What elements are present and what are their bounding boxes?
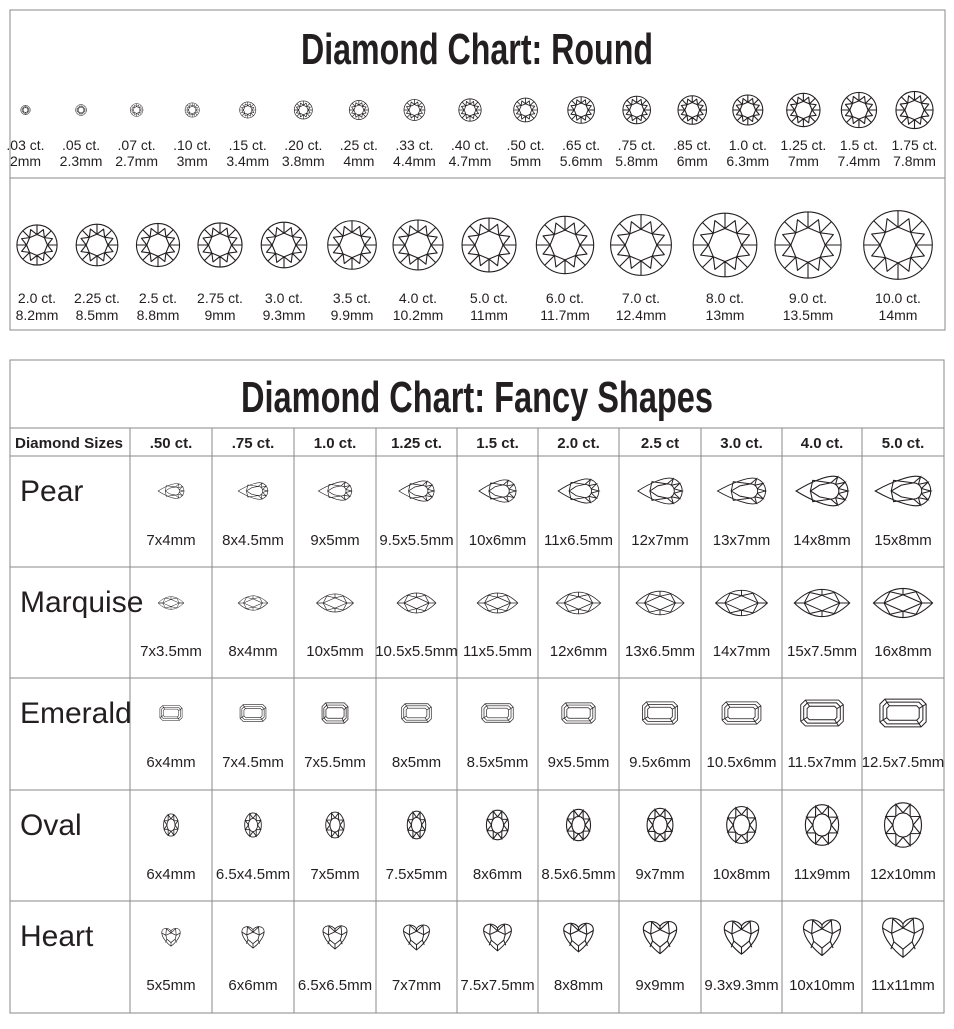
- fancy-grid: [10, 360, 944, 1013]
- dimension-label: 7.5x5mm: [385, 866, 448, 883]
- round-carat-label: 6.0 ct.: [545, 290, 585, 306]
- dimension-label: 7x5mm: [310, 866, 360, 883]
- round-diamond-icon: [17, 225, 57, 265]
- dimension-label: 9.5x5.5mm: [379, 532, 454, 549]
- round-carat-label: .65 ct.: [562, 137, 601, 153]
- heart-diamond-icon: [803, 920, 840, 956]
- dimension-label: 10x5mm: [306, 643, 364, 660]
- round-carat-label: .40 ct.: [450, 137, 490, 153]
- shape-row-pear: [20, 475, 932, 549]
- round-carat-label: 7.0 ct.: [621, 290, 661, 306]
- round-diamond-icon: [733, 95, 763, 125]
- round-diamond-icon: [787, 93, 820, 126]
- dimension-label: 8x4mm: [228, 643, 278, 660]
- round-mm-label: 3mm: [176, 153, 208, 169]
- dimension-label: 8x5mm: [391, 754, 442, 771]
- oval-diamond-icon: [647, 808, 673, 841]
- shape-row-heart: [20, 918, 935, 994]
- round-mm-label: 5mm: [510, 153, 542, 169]
- shape-name-label: Pear: [20, 475, 84, 508]
- round-diamond-icon: [462, 218, 516, 272]
- pear-diamond-icon: [638, 478, 682, 504]
- round-mm-label: 3.8mm: [281, 153, 325, 169]
- round-diamond-icon: [841, 92, 876, 127]
- round-carat-label: 2.0 ct.: [17, 290, 57, 306]
- round-diamond-icon: [261, 222, 307, 268]
- round-carat-label: 9.0 ct.: [788, 290, 828, 306]
- round-carat-label: .25 ct.: [339, 137, 378, 153]
- dimension-label: 9x5.5mm: [547, 754, 610, 771]
- dimension-label: 7x4mm: [146, 532, 196, 549]
- dimension-label: 14x7mm: [712, 643, 771, 660]
- heart-diamond-icon: [162, 928, 181, 946]
- oval-diamond-icon: [566, 809, 590, 840]
- emerald-diamond-icon: [482, 704, 513, 723]
- size-header-row: [150, 435, 925, 452]
- shape-name-label: Marquise: [20, 586, 144, 619]
- dimension-label: 14x8mm: [793, 532, 851, 549]
- fancy-chart-title: Diamond Chart: Fancy Shapes: [241, 373, 713, 422]
- round-mm-label: 4mm: [343, 153, 375, 169]
- oval-diamond-icon: [885, 803, 922, 847]
- emerald-diamond-icon: [722, 702, 761, 724]
- round-mm-label: 4.4mm: [393, 153, 436, 169]
- round-mm-label: 9mm: [204, 307, 236, 323]
- marquise-diamond-icon: [556, 592, 600, 614]
- dimension-label: 11x6.5mm: [544, 532, 613, 549]
- round-diamond-icon: [136, 223, 179, 266]
- round-mm-label: 11mm: [470, 307, 508, 323]
- fancy-chart-border: [10, 360, 944, 1013]
- oval-diamond-icon: [486, 810, 508, 840]
- round-carat-label: 8.0 ct.: [705, 290, 745, 306]
- dimension-label: 5x5mm: [146, 977, 196, 994]
- round-carat-label: .75 ct.: [617, 137, 656, 153]
- dimension-label: 9.5x6mm: [629, 754, 691, 771]
- round-carat-label: .05 ct.: [61, 137, 101, 153]
- marquise-diamond-icon: [397, 593, 436, 613]
- marquise-diamond-icon: [636, 591, 684, 615]
- emerald-diamond-icon: [322, 703, 348, 723]
- round-carat-label: .03 ct.: [6, 137, 45, 153]
- marquise-diamond-icon: [794, 589, 850, 616]
- round-carat-label: 10.0 ct.: [875, 290, 921, 306]
- size-header-cell: .50 ct.: [149, 435, 193, 452]
- oval-diamond-icon: [727, 807, 757, 844]
- round-carat-label: .85 ct.: [673, 137, 712, 153]
- round-mm-label: 5.6mm: [559, 153, 603, 169]
- round-chart: [6, 10, 945, 330]
- size-header-cell: 2.0 ct.: [557, 435, 600, 452]
- shape-row-oval: [20, 803, 936, 883]
- round-mm-label: 11.7mm: [540, 307, 590, 323]
- round-carat-label: .33 ct.: [395, 137, 434, 153]
- round-mm-label: 6mm: [676, 153, 708, 169]
- size-header-cell: 1.25 ct.: [391, 435, 442, 452]
- oval-diamond-icon: [805, 805, 838, 846]
- round-mm-label: 2.3mm: [59, 153, 103, 169]
- dimension-label: 10x8mm: [712, 866, 771, 883]
- round-carat-label: 1.75 ct.: [891, 137, 938, 153]
- round-chart-title: Diamond Chart: Round: [301, 25, 653, 74]
- dimension-label: 10x10mm: [789, 977, 855, 994]
- fancy-chart: [10, 360, 944, 1013]
- round-mm-label: 2mm: [9, 153, 42, 169]
- round-diamond-icon: [693, 213, 757, 277]
- round-diamond-icon: [623, 96, 651, 124]
- dimension-label: 11x9mm: [793, 866, 851, 883]
- pear-diamond-icon: [479, 480, 516, 502]
- round-diamond-icon: [76, 224, 118, 266]
- dimension-label: 9.3x9.3mm: [704, 977, 779, 994]
- round-diamond-icon: [896, 91, 933, 128]
- marquise-diamond-icon: [716, 590, 768, 615]
- round-mm-label: 6.3mm: [726, 153, 770, 169]
- round-diamond-icon: [349, 100, 368, 119]
- dimension-label: 6x6mm: [228, 977, 278, 994]
- emerald-diamond-icon: [160, 706, 182, 721]
- round-carat-label: .15 ct.: [228, 137, 267, 153]
- dimension-label: 9x7mm: [635, 866, 685, 883]
- round-mm-label: 10.2mm: [392, 307, 444, 323]
- round-mm-label: 9.9mm: [330, 307, 374, 323]
- dimension-label: 11x5.5mm: [463, 643, 532, 660]
- shape-rows: [20, 475, 944, 994]
- dimension-label: 12x7mm: [631, 532, 689, 549]
- dimension-label: 12x10mm: [870, 866, 936, 883]
- round-diamond-icon: [328, 221, 377, 270]
- shape-name-label: Emerald: [20, 697, 132, 730]
- heart-diamond-icon: [724, 921, 758, 954]
- dimension-label: 8x4.5mm: [222, 532, 284, 549]
- round-mm-label: 5.8mm: [615, 153, 659, 169]
- round-mm-label: 12.4mm: [615, 307, 667, 323]
- round-mm-label: 13.5mm: [782, 307, 834, 323]
- round-mm-label: 7mm: [787, 153, 819, 169]
- marquise-diamond-icon: [238, 596, 268, 611]
- marquise-diamond-icon: [873, 588, 932, 617]
- dimension-label: 6.5x6.5mm: [297, 977, 373, 994]
- dimension-label: 12.5x7.5mm: [861, 754, 945, 771]
- round-mm-label: 13mm: [705, 307, 745, 323]
- round-mm-label: 7.4mm: [837, 153, 881, 169]
- round-mm-label: 3.4mm: [226, 153, 270, 169]
- round-diamond-icon: [21, 105, 31, 115]
- emerald-diamond-icon: [402, 704, 432, 723]
- round-mm-label: 9.3mm: [262, 307, 306, 323]
- round-diamond-icon: [294, 101, 312, 119]
- round-diamond-icon: [185, 103, 199, 117]
- size-header-cell: 3.0 ct.: [720, 435, 763, 452]
- dimension-label: 13x6.5mm: [624, 643, 696, 660]
- round-diamond-icon: [459, 99, 481, 121]
- round-diamond-icon: [514, 98, 538, 122]
- heart-diamond-icon: [242, 927, 264, 948]
- round-diamond-icon: [775, 212, 841, 278]
- heart-diamond-icon: [484, 924, 512, 951]
- dimension-label: 11.5x7mm: [787, 754, 857, 771]
- pear-diamond-icon: [717, 478, 765, 504]
- round-diamond-icon: [240, 102, 256, 118]
- emerald-diamond-icon: [562, 703, 595, 723]
- dimension-label: 8x6mm: [472, 866, 523, 883]
- dimension-label: 10.5x5.5mm: [375, 643, 458, 660]
- round-carat-label: 5.0 ct.: [469, 290, 509, 306]
- round-diamond-icon: [864, 211, 933, 280]
- size-header-cell: .75 ct.: [231, 435, 275, 452]
- emerald-diamond-icon: [642, 702, 677, 724]
- heart-diamond-icon: [883, 918, 924, 957]
- dimension-label: 8.5x6.5mm: [541, 866, 616, 883]
- pear-diamond-icon: [558, 479, 599, 503]
- shape-row-emerald: [20, 697, 944, 771]
- round-diamond-icon: [393, 220, 443, 270]
- round-carat-label: 3.5 ct.: [332, 290, 372, 306]
- pear-diamond-icon: [238, 483, 268, 500]
- marquise-diamond-icon: [477, 593, 518, 613]
- round-mm-label: 2.7mm: [115, 153, 159, 169]
- marquise-diamond-icon: [158, 597, 184, 610]
- heart-diamond-icon: [323, 926, 347, 949]
- round-row-1: [6, 91, 937, 169]
- shape-name-label: Heart: [20, 920, 94, 953]
- shape-row-marquise: [20, 586, 933, 660]
- dimension-label: 7x3.5mm: [140, 643, 202, 660]
- dimension-label: 7.5x7.5mm: [460, 977, 535, 994]
- round-diamond-icon: [611, 215, 672, 276]
- dimension-label: 11x11mm: [871, 977, 935, 994]
- round-diamond-icon: [198, 223, 242, 267]
- round-carat-label: 4.0 ct.: [398, 290, 438, 306]
- pear-diamond-icon: [158, 484, 184, 499]
- heart-diamond-icon: [643, 922, 676, 954]
- dimension-label: 13x7mm: [712, 532, 771, 549]
- round-carat-label: .07 ct.: [117, 137, 156, 153]
- dimension-label: 15x7.5mm: [786, 643, 858, 660]
- dimension-label: 6.5x4.5mm: [215, 866, 291, 883]
- pear-diamond-icon: [875, 476, 931, 506]
- dimension-label: 6x4mm: [146, 754, 196, 771]
- round-diamond-icon: [130, 104, 143, 117]
- heart-diamond-icon: [564, 923, 594, 952]
- pear-diamond-icon: [399, 481, 434, 501]
- marquise-diamond-icon: [317, 594, 354, 612]
- emerald-diamond-icon: [880, 699, 926, 727]
- dimension-label: 16x8mm: [874, 643, 932, 660]
- emerald-diamond-icon: [240, 705, 266, 722]
- round-carat-label: 2.75 ct.: [197, 290, 243, 306]
- size-header-cell: 2.5 ct: [640, 435, 680, 452]
- dimension-label: 9x5mm: [310, 532, 360, 549]
- size-header-cell: 1.5 ct.: [476, 435, 519, 452]
- round-diamond-icon: [568, 97, 595, 124]
- oval-diamond-icon: [164, 814, 179, 836]
- dimension-label: 10x6mm: [468, 532, 527, 549]
- dimension-label: 15x8mm: [874, 532, 932, 549]
- round-carat-label: 1.5 ct.: [839, 137, 879, 153]
- oval-diamond-icon: [245, 813, 262, 837]
- round-carat-label: .20 ct.: [284, 137, 323, 153]
- dimension-label: 8.5x5mm: [466, 754, 529, 771]
- emerald-diamond-icon: [801, 700, 844, 726]
- heart-diamond-icon: [404, 925, 430, 950]
- round-mm-label: 4.7mm: [448, 153, 492, 169]
- pear-diamond-icon: [796, 476, 848, 506]
- round-mm-label: 7.8mm: [893, 153, 936, 169]
- round-carat-label: 1.0 ct.: [728, 137, 767, 153]
- dimension-label: 7x7mm: [391, 977, 442, 994]
- round-diamond-icon: [536, 216, 593, 273]
- round-carat-label: 2.25 ct.: [74, 290, 120, 306]
- round-carat-label: 3.0 ct.: [264, 290, 304, 306]
- size-header-cell: 1.0 ct.: [313, 435, 357, 452]
- shape-name-label: Oval: [20, 809, 82, 842]
- dimension-label: 8x8mm: [553, 977, 604, 994]
- round-carat-label: .10 ct.: [173, 137, 212, 153]
- round-carat-label: 1.25 ct.: [780, 137, 827, 153]
- round-carat-label: .50 ct.: [506, 137, 545, 153]
- size-header-cell: 4.0 ct.: [800, 435, 844, 452]
- pear-diamond-icon: [318, 482, 351, 501]
- round-row-2: [16, 211, 933, 323]
- round-mm-label: 8.2mm: [15, 307, 59, 323]
- round-diamond-icon: [678, 96, 707, 125]
- round-mm-label: 8.8mm: [136, 307, 180, 323]
- dimension-label: 12x6mm: [549, 643, 608, 660]
- round-diamond-icon: [404, 100, 425, 121]
- diamond-sizes-label: Diamond Sizes: [15, 435, 124, 452]
- round-mm-label: 14mm: [878, 307, 918, 323]
- dimension-label: 6x4mm: [146, 866, 196, 883]
- dimension-label: 9x9mm: [635, 977, 685, 994]
- oval-diamond-icon: [407, 811, 426, 839]
- oval-diamond-icon: [326, 812, 345, 838]
- dimension-label: 10.5x6mm: [706, 754, 777, 771]
- dimension-label: 7x4.5mm: [222, 754, 284, 771]
- round-mm-label: 8.5mm: [75, 307, 119, 323]
- round-diamond-icon: [76, 105, 87, 116]
- dimension-label: 7x5.5mm: [304, 754, 366, 771]
- round-carat-label: 2.5 ct.: [138, 290, 178, 306]
- size-header-cell: 5.0 ct.: [881, 435, 925, 452]
